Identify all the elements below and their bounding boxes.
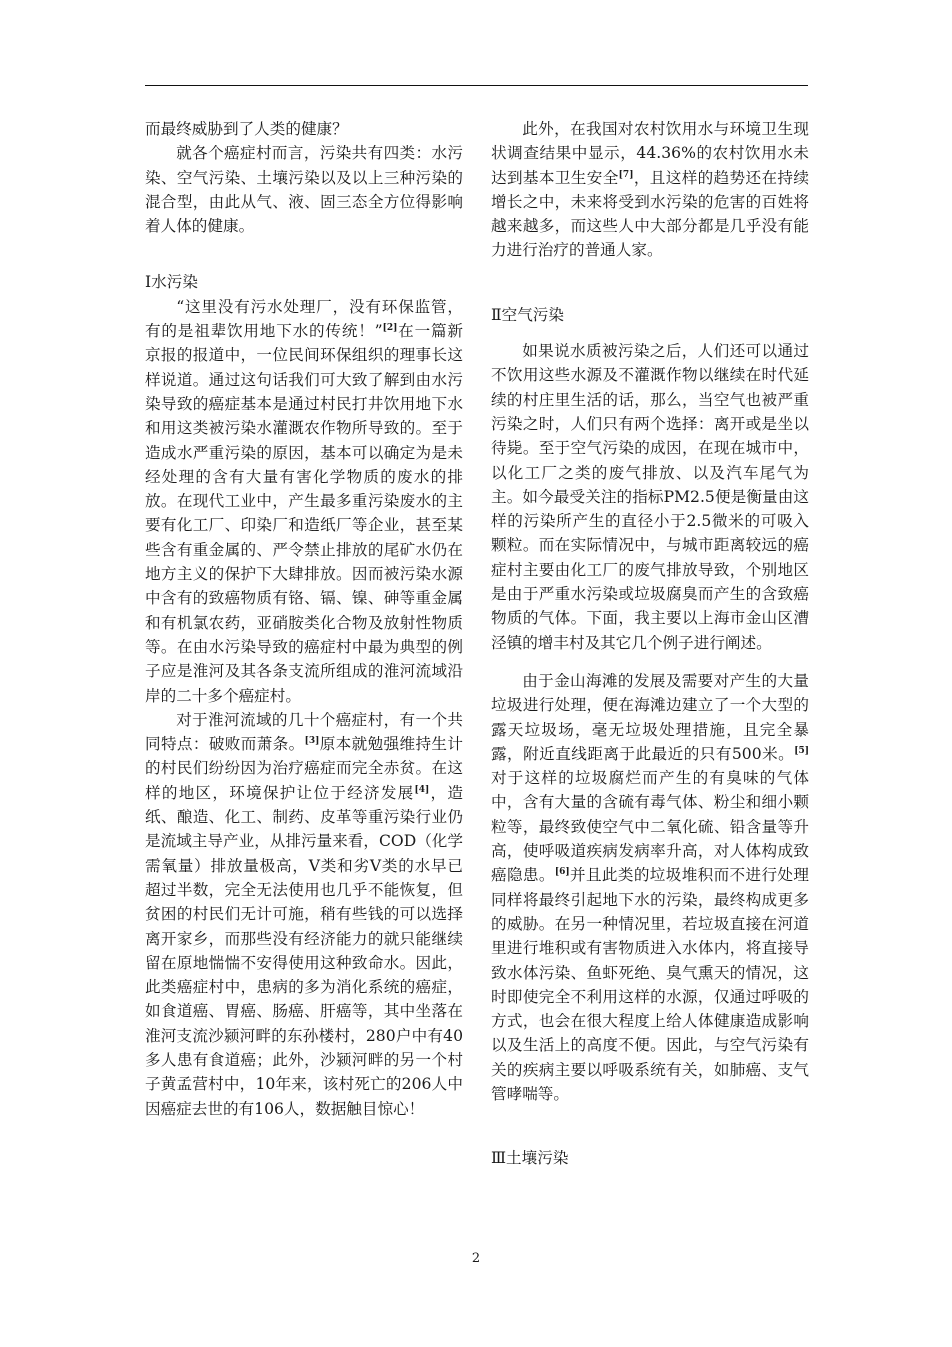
citation-ref: [4] bbox=[414, 784, 430, 795]
right-column bbox=[491, 117, 809, 1171]
paragraph: “这里没有污水处理厂，没有环保监管，有的是祖辈饮用地下水的传统！”[2]在一篇新京报的报道中，一位民间环保组织的理事长这样说道。通过这句话我们可大致了解到由水污染导致的癌症基本是通过村民打井饮用地下水和用这类被污染水灌溉农作物所导致的。至于造成水严重污染的原因，基本可以确定为是未经处理的含有大量有害化学物质的废水的排放。在现代工业中，产生最多重污染废水的主要有化工厂、印染厂和造纸厂等企业，甚至某些含有重金属的、严令禁止排放的尾矿水仍在地方主义的保护下大肆排放。因而被污染水源中含有的致癌物质有铬、镉、镍、砷等重金属和有机氯农药，亚硝胺类化合物及放射性物质等。在由水污染导致的癌症村中最为典型的例子应是淮河及其各条支流所组成的淮河流域沿岸的二十多个癌症村。 bbox=[145, 297, 463, 705]
citation-ref: [5] bbox=[794, 745, 809, 756]
section-heading-air: Ⅱ空气污染 bbox=[491, 305, 564, 324]
section-heading-soil: Ⅲ土壤污染 bbox=[491, 1149, 569, 1168]
paragraph: 由于金山海滩的发展及需要对产生的大量垃圾进行处理，便在海滩边建立了一个大型的露天垃圾场，毫无垃圾处理措施，且完全暴露，附近直线距离于此最近的只有500米。[5]对于这样的垃圾腐烂而产生的有臭味的气体中，含有大量的含硫有毒气体、粉尘和细小颗粒等，最终致使空气中二氧化硫、铅含量等升高，使呼吸道疾病发病率升高，对人体构成致癌隐患。[6]并且此类的垃圾堆积而不进行处理同样将最终引起地下水的污染，最终构成更多的威胁。在另一种情况里，若垃圾直接在河道里进行堆积或有害物质进入水体内，将直接导致水体污染、鱼虾死绝、臭气熏天的情况，这时即使完全不利用这样的水源，仅通过呼吸的方式，也会在很大程度上给人体健康造成影响以及生活上的高度不便。因此，与空气污染有关的疾病主要以呼吸系统有关，如肺癌、支气管哮喘等。 bbox=[491, 671, 809, 1103]
paragraph: 此外，在我国对农村饮用水与环境卫生现状调查结果中显示，44.36%的农村饮用水未达到基本卫生安全[7]，且这样的趋势还在持续增长之中，未来将受到水污染的危害的百姓将越来越多，而这些人中大部分都是几乎没有能力进行治疗的普通人家。 bbox=[491, 120, 809, 260]
paragraph: 就各个癌症村而言，污染共有四类：水污染、空气污染、土壤污染以及以上三种污染的混合型，由此从气、液、固三态全方位得影响着人体的健康。 bbox=[145, 144, 463, 236]
paragraph: 而最终威胁到了人类的健康？ bbox=[145, 120, 348, 138]
citation-ref: [3] bbox=[304, 736, 320, 747]
paragraph: 如果说水质被污染之后，人们还可以通过不饮用这些水源及不灌溉作物以继续在时代延续的村庄里生活的话，那么，当空气也被严重污染之时，人们只有两个选择：离开或是坐以待毙。至于空气污染的成因，在现在城市中，以化工厂之类的废气排放、以及汽车尾气为主。如今最受关注的指标PM2.5便是衡量由这样的污染所产生的直径小于2.5微米的可吸入颗粒。而在实际情况中，与城市距离较远的癌症村主要由化工厂的废气排放导致，个别地区是由于严重水污染或垃圾腐臭而产生的含致癌物质的气体。下面，我主要以上海市金山区漕泾镇的增丰村及其它几个例子进行阐述。 bbox=[491, 342, 809, 652]
citation-ref: [7] bbox=[618, 169, 634, 180]
header-rule bbox=[145, 85, 808, 86]
left-column bbox=[145, 117, 463, 1121]
citation-ref: [6] bbox=[554, 867, 570, 878]
citation-ref: [2] bbox=[382, 323, 398, 334]
paragraph: 对于淮河流域的几十个癌症村，有一个共同特点：破败而萧条。[3]原本就勉强维持生计的村民们纷纷因为治疗癌症而完全赤贫。在这样的地区，环境保护让位于经济发展[4]，造纸、酿造、化工、制药、皮革等重污染行业仍是流域主导产业，从排污量来看，COD（化学需氧量）排放量极高，Ⅴ类和劣Ⅴ类的水早已超过半数，完全无法使用也几乎不能恢复，但贫困的村民们无计可施，稍有些钱的可以选择离开家乡，而那些没有经济能力的就只能继续留在原地惴惴不安得使用这种致命水。因此，此类癌症村中，患病的多为消化系统的癌症，如食道癌、胃癌、肠癌、肝癌等，其中坐落在淮河支流沙颍河畔的东孙楼村，280户中有40多人患有食道癌；此外，沙颍河畔的另一个村子黄孟营村中，10年来，该村死亡的206人中因癌症去世的有106人，数据触目惊心！ bbox=[145, 710, 463, 1118]
page-number: 2 bbox=[471, 1251, 481, 1266]
section-heading-water: Ⅰ水污染 bbox=[145, 273, 198, 292]
